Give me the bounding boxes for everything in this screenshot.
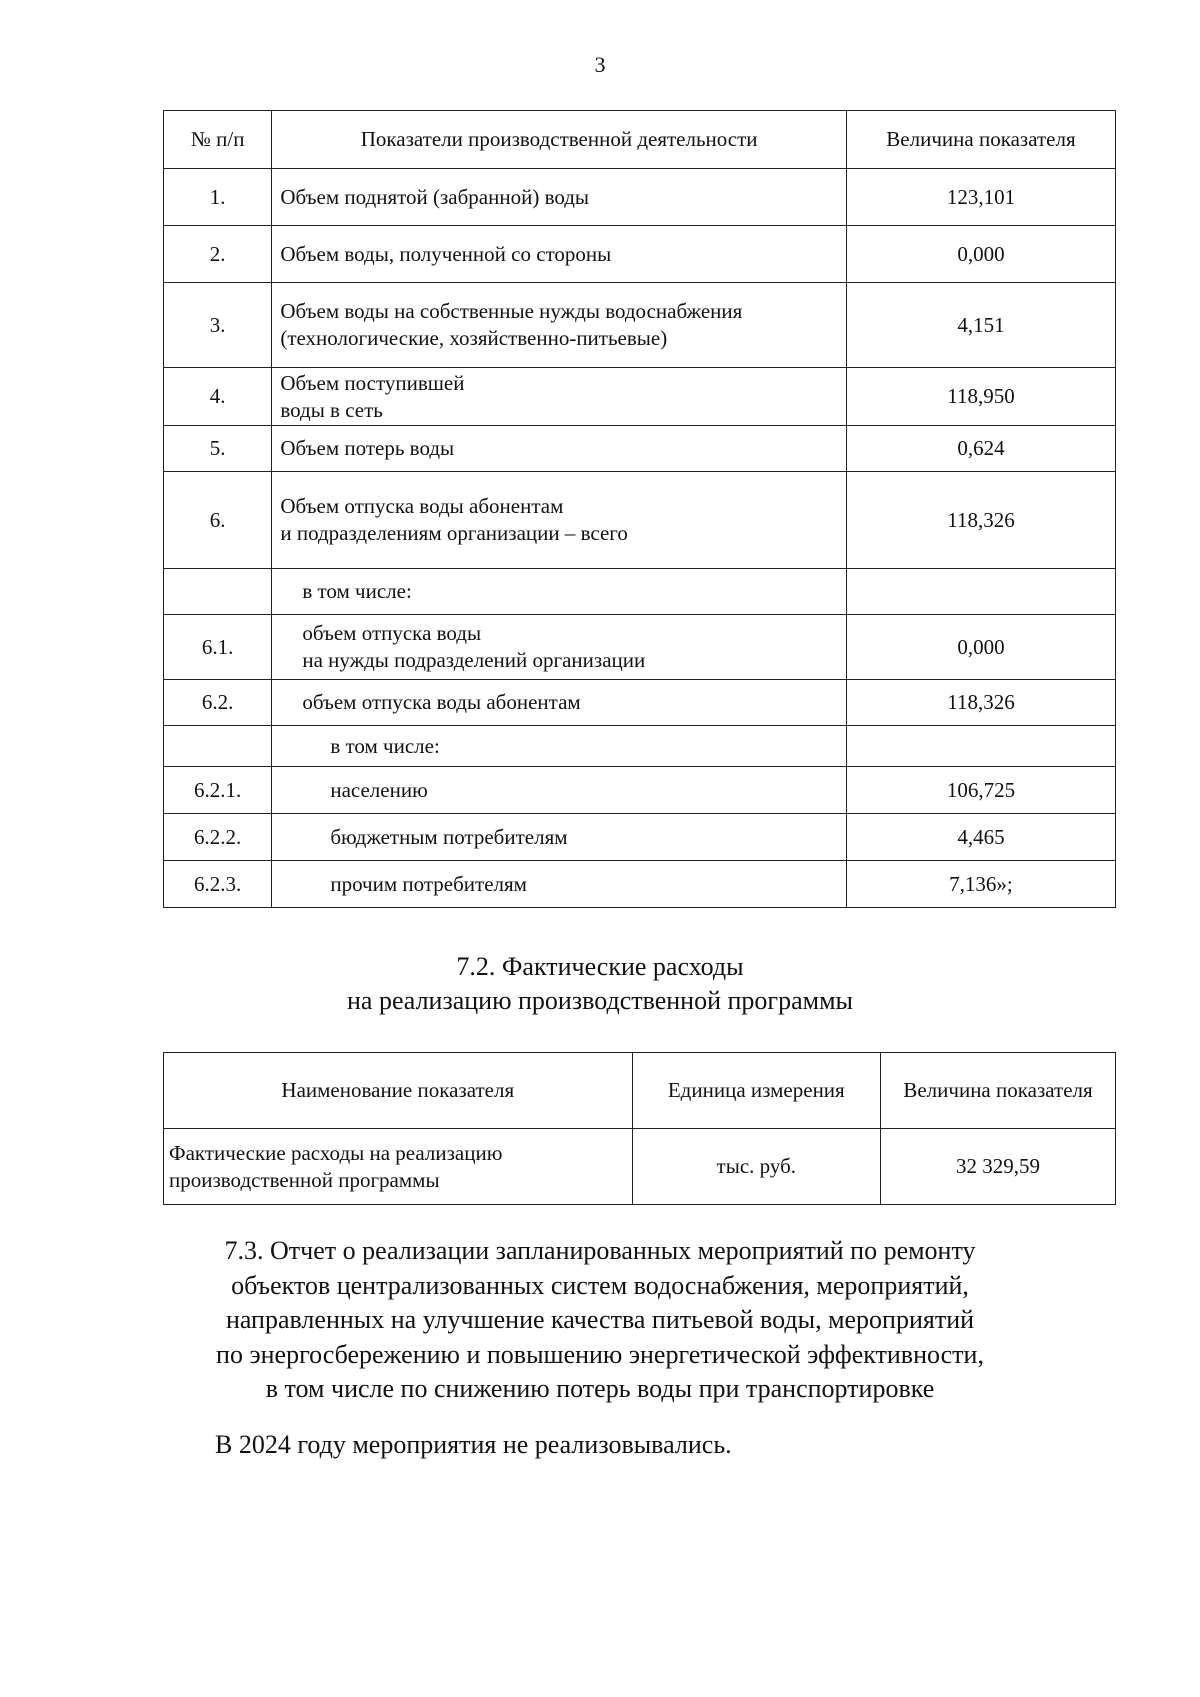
row-indicator: в том числе: xyxy=(272,569,847,615)
row-value xyxy=(846,726,1115,767)
section-7-3-title-line: объектов централизованных систем водоснабжения, мероприятий, xyxy=(231,1270,969,1300)
row-number xyxy=(164,726,272,767)
row-number: 6. xyxy=(164,472,272,569)
row-value: 7,136»; xyxy=(846,861,1115,908)
table-row xyxy=(164,283,1116,368)
row-number xyxy=(164,569,272,615)
table-row xyxy=(164,426,1116,472)
row-indicator: Объем воды, полученной со стороны xyxy=(272,226,847,283)
table-row xyxy=(164,1129,1116,1205)
header-value: Величина показателя xyxy=(881,1053,1116,1129)
table-row xyxy=(164,726,1116,767)
row-indicator: объем отпуска воды абонентам xyxy=(272,680,847,726)
row-indicator: бюджетным потребителям xyxy=(272,814,847,861)
row-indicator: населению xyxy=(272,767,847,814)
header-indicator: Показатели производственной деятельности xyxy=(272,111,847,169)
row-number: 4. xyxy=(164,368,272,426)
row-indicator-line: Фактические расходы на реализацию xyxy=(169,1140,503,1165)
section-7-3-title-line: в том числе по снижению потерь воды при транспортировке xyxy=(265,1374,935,1403)
table-row xyxy=(164,861,1116,908)
row-indicator-line: и подразделениям организации – всего xyxy=(280,521,628,545)
header-number: № п/п xyxy=(164,111,272,169)
header-indicator-name: Наименование показателя xyxy=(164,1053,633,1129)
row-number: 6.2.2. xyxy=(164,814,272,861)
row-indicator-line: Объем отпуска воды абонентам xyxy=(280,494,564,518)
section-7-2-title xyxy=(0,950,1200,1018)
row-unit: тыс. руб. xyxy=(632,1129,880,1205)
row-value: 4,465 xyxy=(846,814,1115,861)
row-indicator-line: Объем поступившей xyxy=(280,370,465,395)
row-number: 6.2.1. xyxy=(164,767,272,814)
section-7-3-title-line: по энергосбережению и повышению энергетической эффективности, xyxy=(216,1339,984,1369)
table-row xyxy=(164,767,1116,814)
row-indicator-line: на нужды подразделений организации xyxy=(302,648,646,672)
actual-expenses-table xyxy=(163,1052,1116,1205)
row-number: 6.2. xyxy=(164,680,272,726)
row-number: 3. xyxy=(164,283,272,368)
table-row xyxy=(164,472,1116,569)
table-row xyxy=(164,226,1116,283)
row-indicator: Объем поднятой (забранной) воды xyxy=(272,169,847,226)
section-7-3-body: В 2024 году мероприятия не реализовывались. xyxy=(215,1430,732,1459)
row-value: 0,000 xyxy=(846,226,1115,283)
row-number: 6.1. xyxy=(164,615,272,680)
row-indicator-line: (технологические, хозяйственно-питьевые) xyxy=(280,326,668,350)
row-indicator xyxy=(272,615,847,680)
row-value: 118,950 xyxy=(846,368,1115,426)
row-indicator xyxy=(272,368,847,426)
row-indicator-line: воды в сеть xyxy=(280,397,383,422)
production-indicators-table xyxy=(163,110,1116,908)
row-indicator: в том числе: xyxy=(272,726,847,767)
header-value: Величина показателя xyxy=(846,111,1115,169)
row-indicator xyxy=(164,1129,633,1205)
row-number: 6.2.3. xyxy=(164,861,272,908)
table-header-row xyxy=(164,1053,1116,1129)
row-value: 0,000 xyxy=(846,615,1115,680)
row-indicator: Объем потерь воды xyxy=(272,426,847,472)
row-value: 32 329,59 xyxy=(881,1129,1116,1205)
row-indicator-line: Объем воды на собственные нужды водоснабжения xyxy=(280,299,743,323)
row-value: 106,725 xyxy=(846,767,1115,814)
table-row xyxy=(164,615,1116,680)
row-value: 4,151 xyxy=(846,283,1115,368)
row-number: 1. xyxy=(164,169,272,226)
table-row xyxy=(164,169,1116,226)
table-row xyxy=(164,680,1116,726)
row-indicator-line: производственной программы xyxy=(169,1167,440,1192)
row-value: 118,326 xyxy=(846,680,1115,726)
row-indicator xyxy=(272,472,847,569)
section-7-3-title xyxy=(0,1234,1200,1407)
table-row xyxy=(164,368,1116,426)
row-indicator: прочим потребителям xyxy=(272,861,847,908)
row-value: 123,101 xyxy=(846,169,1115,226)
table-row xyxy=(164,569,1116,615)
row-value xyxy=(846,569,1115,615)
section-7-3-title-line: 7.3. Отчет о реализации запланированных мероприятий по ремонту xyxy=(224,1236,976,1265)
row-value: 0,624 xyxy=(846,426,1115,472)
page-number: 3 xyxy=(594,52,606,77)
section-7-2-title-line: 7.2. Фактические расходы xyxy=(456,952,744,981)
row-indicator xyxy=(272,283,847,368)
section-7-2-title-line: на реализацию производственной программы xyxy=(346,986,853,1015)
row-number: 2. xyxy=(164,226,272,283)
header-unit: Единица измерения xyxy=(632,1053,880,1129)
row-indicator-line: объем отпуска воды xyxy=(302,621,482,645)
row-number: 5. xyxy=(164,426,272,472)
row-value: 118,326 xyxy=(846,472,1115,569)
table-row xyxy=(164,814,1116,861)
section-7-3-title-line: направленных на улучшение качества питьевой воды, мероприятий xyxy=(225,1305,975,1334)
table-header-row xyxy=(164,111,1116,169)
